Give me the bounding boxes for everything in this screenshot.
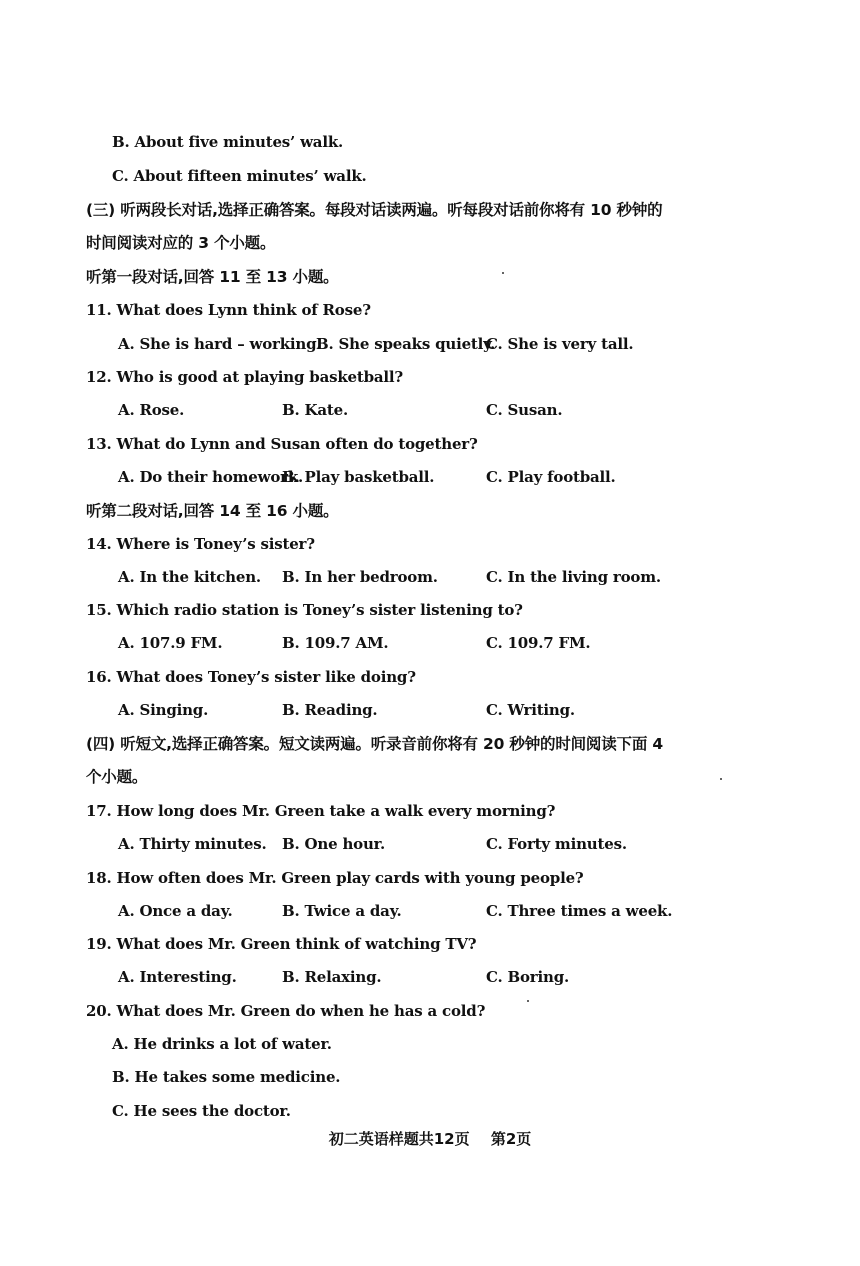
option-b-previous: B. About five minutes’ walk. [112,133,344,151]
section-3-instructions: (三) 听两段长对话,选择正确答案。每段对话读两遍。听每段对话前你将有 10 秒钟的 [86,201,663,219]
q20-option-c: C. He sees the doctor. [112,1102,291,1120]
q18-option-a: A. Once a day. [118,902,233,920]
section-3-instructions-cont: 时间阅读对应的 3 个小题。 [86,234,276,252]
q19-option-c: C. Boring. [486,968,570,986]
option-c-previous: C. About fifteen minutes’ walk. [112,167,367,185]
q16-option-c: C. Writing. [486,701,575,719]
question-17: 17. How long does Mr. Green take a walk every morning? [86,802,556,820]
scan-speck [720,778,722,780]
q14-option-c: C. In the living room. [486,568,661,586]
q17-option-c: C. Forty minutes. [486,835,627,853]
q13-option-c: C. Play football. [486,468,616,486]
question-18: 18. How often does Mr. Green play cards with young people? [86,869,584,887]
question-15: 15. Which radio station is Toney’s sister listening to? [86,601,523,619]
q15-option-c: C. 109.7 FM. [486,634,591,652]
q18-option-b: B. Twice a day. [282,902,402,920]
q11-option-a: A. She is hard – working. [118,335,322,353]
section-4-instructions: (四) 听短文,选择正确答案。短文读两遍。听录音前你将有 20 秒钟的时间阅读下面 4 [86,735,663,753]
question-19: 19. What does Mr. Green think of watching TV? [86,935,477,953]
question-14: 14. Where is Toney’s sister? [86,535,315,553]
question-13: 13. What do Lynn and Susan often do together? [86,435,478,453]
dialog-1-intro: 听第一段对话,回答 11 至 13 小题。 [86,268,339,286]
q13-option-a: A. Do their homework. [118,468,304,486]
q11-option-b: B. She speaks quietly. [316,335,495,353]
q15-option-a: A. 107.9 FM. [118,634,223,652]
q17-option-b: B. One hour. [282,835,386,853]
q19-option-b: B. Relaxing. [282,968,382,986]
q16-option-a: A. Singing. [118,701,209,719]
q13-option-b: B. Play basketball. [282,468,435,486]
question-11: 11. What does Lynn think of Rose? [86,301,371,319]
footer-title: 初二英语样题共12页 [328,1130,470,1148]
q18-option-c: C. Three times a week. [486,902,673,920]
question-16: 16. What does Toney’s sister like doing? [86,668,416,686]
q14-option-a: A. In the kitchen. [118,568,261,586]
q12-option-b: B. Kate. [282,401,348,419]
dialog-2-intro: 听第二段对话,回答 14 至 16 小题。 [86,502,339,520]
q12-option-a: A. Rose. [118,401,185,419]
section-4-instructions-cont: 个小题。 [86,768,148,786]
q20-option-b: B. He takes some medicine. [112,1068,341,1086]
q17-option-a: A. Thirty minutes. [118,835,267,853]
q11-option-c: C. She is very tall. [486,335,634,353]
page-footer [0,1128,860,1149]
footer-page-number: 第2页 [490,1130,532,1148]
question-20: 20. What does Mr. Green do when he has a cold? [86,1002,486,1020]
scan-speck [502,272,504,274]
q16-option-b: B. Reading. [282,701,378,719]
q20-option-a: A. He drinks a lot of water. [112,1035,332,1053]
q19-option-a: A. Interesting. [118,968,237,986]
q12-option-c: C. Susan. [486,401,563,419]
question-12: 12. Who is good at playing basketball? [86,368,403,386]
q15-option-b: B. 109.7 AM. [282,634,389,652]
q14-option-b: B. In her bedroom. [282,568,438,586]
scan-speck [527,1000,529,1002]
